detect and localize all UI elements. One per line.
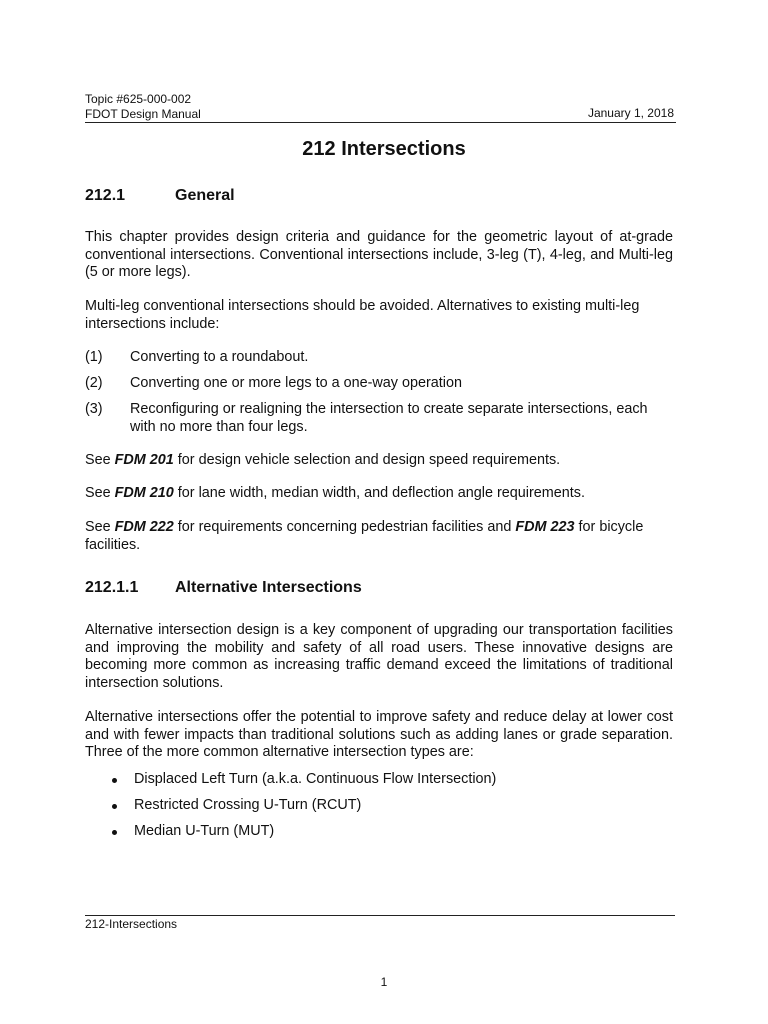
header-date: January 1, 2018: [587, 106, 674, 120]
see-prefix: See: [85, 519, 115, 535]
alternative-paragraph-1: Alternative intersection design is a key component of upgrading our transportation facilities and improving the mobility and safety of all road users. These innovative designs are becoming more common as increasing traffic demand exceed the limitations of traditional intersection solutions.: [85, 622, 673, 692]
bullet-item: [85, 823, 673, 841]
fdm-reference: FDM 222: [114, 519, 174, 535]
section-heading-alternative: [85, 578, 362, 598]
section-number: 212.1: [85, 187, 126, 204]
see-fdm-222: [85, 519, 673, 554]
bullet-text: Displaced Left Turn (a.k.a. Continuous Flow Intersection): [134, 771, 497, 787]
list-marker: (3): [85, 401, 103, 417]
see-text: for design vehicle selection and design speed requirements.: [173, 452, 561, 468]
see-fdm-201: [85, 452, 673, 470]
list-item: [85, 349, 673, 367]
section-title: Alternative Intersections: [175, 579, 362, 596]
page-header: [85, 92, 676, 123]
bullet-item: [85, 797, 673, 815]
fdm-reference: FDM 223: [515, 519, 575, 535]
general-paragraph-1: This chapter provides design criteria and guidance for the geometric layout of at-grade conventional intersections. Conventional intersections include, 3-leg (T), 4-leg, and Multi-leg (5 or more legs).: [85, 229, 673, 281]
list-marker: (2): [85, 375, 103, 391]
see-text: for lane width, median width, and deflection angle requirements.: [173, 485, 585, 501]
section-heading-general: [85, 186, 235, 206]
see-text: for requirements concerning pedestrian facilities and: [173, 519, 516, 535]
bullet-item: [85, 771, 673, 789]
bullet-icon: [112, 804, 117, 809]
section-title: General: [175, 187, 235, 204]
header-left: [85, 92, 201, 122]
fdm-reference: FDM 210: [114, 485, 174, 501]
list-item: [85, 401, 673, 436]
list-text: Reconfiguring or realigning the intersection to create separate intersections, each with no more than four legs.: [130, 401, 648, 435]
footer-label: 212-Intersections: [85, 917, 178, 931]
chapter-title: 212 Intersections: [302, 138, 466, 160]
see-text: for bicycle facilities.: [85, 519, 644, 553]
see-fdm-210: [85, 485, 673, 503]
manual-name: FDOT Design Manual: [85, 107, 201, 121]
list-text: Converting to a roundabout.: [130, 349, 309, 365]
fdm-reference: FDM 201: [114, 452, 174, 468]
list-text: Converting one or more legs to a one-way operation: [130, 375, 462, 391]
list-marker: (1): [85, 349, 103, 365]
page-footer: [85, 915, 675, 932]
general-paragraph-2: Multi-leg conventional intersections should be avoided. Alternatives to existing multi-leg intersections include:: [85, 298, 640, 332]
list-item: [85, 375, 673, 393]
bullet-text: Restricted Crossing U-Turn (RCUT): [134, 797, 362, 813]
see-prefix: See: [85, 452, 115, 468]
alternative-paragraph-2: Alternative intersections offer the potential to improve safety and reduce delay at lower cost and with fewer impacts than traditional solutions such as adding lanes or grade separation. Three of the more common alternative intersection types are:: [85, 709, 673, 761]
bullet-icon: [112, 830, 117, 835]
bullet-text: Median U-Turn (MUT): [134, 823, 275, 839]
page-number: 1: [380, 975, 388, 989]
topic-number: Topic #625-000-002: [85, 92, 192, 106]
see-prefix: See: [85, 485, 115, 501]
bullet-icon: [112, 778, 117, 783]
section-number: 212.1.1: [85, 579, 139, 596]
